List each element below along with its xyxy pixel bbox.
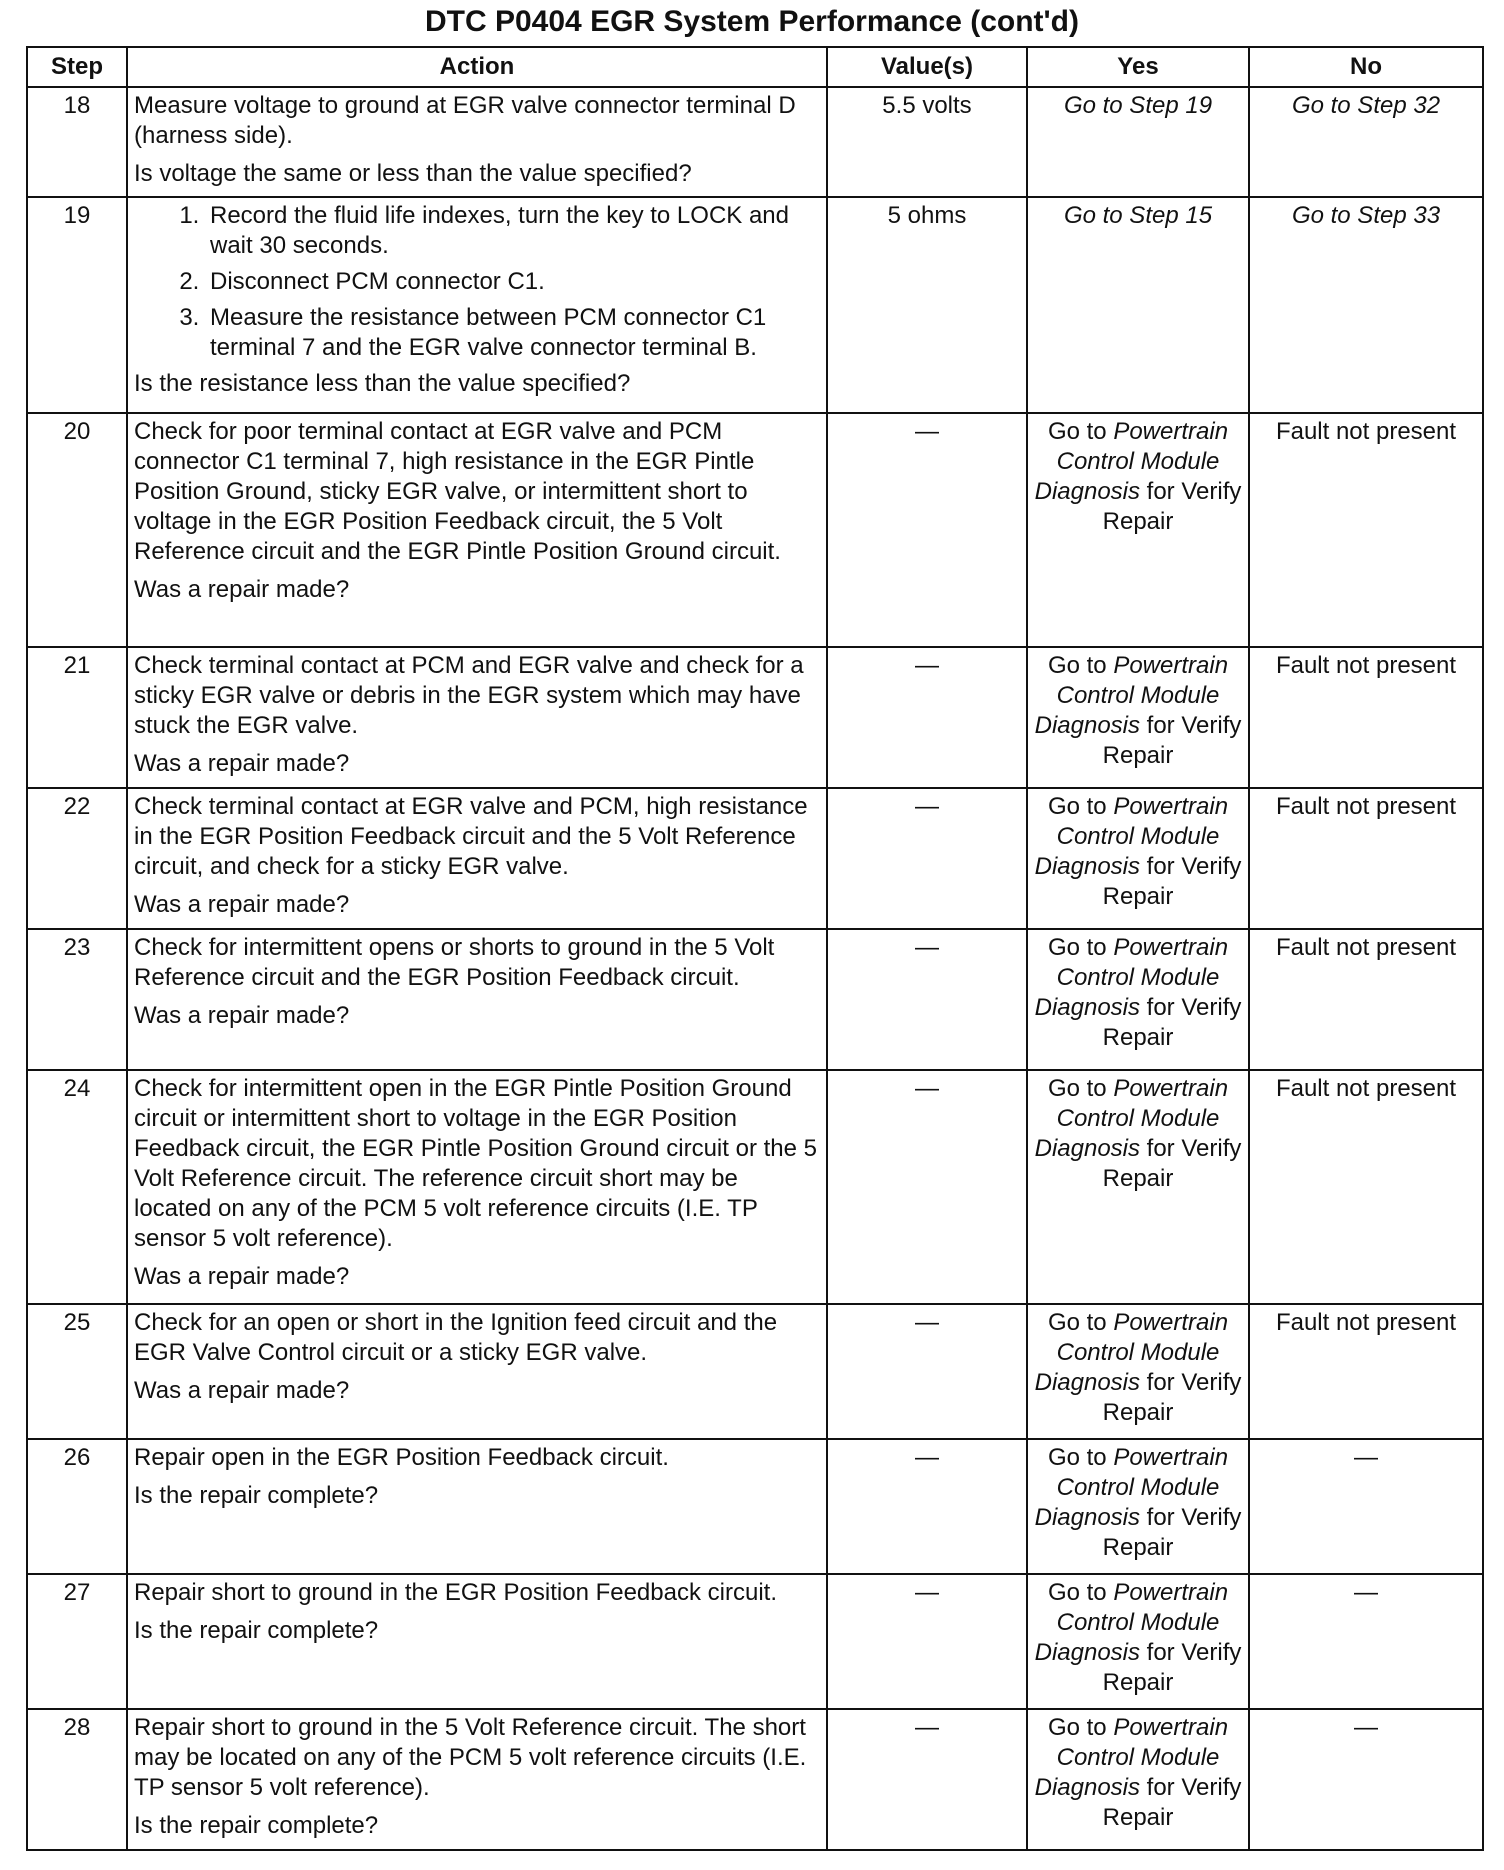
yes-cell: Go to Powertrain Control Module Diagnosis for Verify Repair — [1027, 1304, 1249, 1439]
action-cell — [127, 788, 827, 929]
value-cell: — — [827, 647, 1027, 788]
value-cell: — — [827, 788, 1027, 929]
list-item: 2. Disconnect PCM connector C1. — [206, 267, 820, 297]
no-cell: Fault not present — [1249, 929, 1483, 1070]
step-number: 18 — [27, 87, 127, 197]
action-question: Is the resistance less than the value specified? — [134, 370, 631, 397]
step-number: 26 — [27, 1439, 127, 1574]
step-number: 20 — [27, 413, 127, 647]
action-question: Was a repair made? — [134, 891, 350, 918]
table-row — [27, 788, 1483, 929]
action-text: Check for intermittent open in the EGR Pintle Position Ground circuit or intermittent short to voltage in the EGR Position Feedback circuit, the EGR Pintle Position Ground circuit or the 5 Volt Reference circuit. The reference circuit short may be located on any of the PCM 5 volt reference circuits (I.E. TP sensor 5 volt reference). — [134, 1075, 817, 1252]
action-text: Check for an open or short in the Ignition feed circuit and the EGR Valve Control circuit or a sticky EGR valve. — [134, 1309, 778, 1366]
step-number: 19 — [27, 197, 127, 413]
action-text: Check terminal contact at EGR valve and PCM, high resistance in the EGR Position Feedback circuit and the 5 Volt Reference circuit, and check for a sticky EGR valve. — [134, 793, 808, 880]
table-row — [27, 413, 1483, 647]
table-row — [27, 197, 1483, 413]
table-header-row — [27, 47, 1483, 87]
yes-cell: Go to Powertrain Control Module Diagnosis for Verify Repair — [1027, 413, 1249, 647]
table-row — [27, 1574, 1483, 1709]
no-cell: — — [1249, 1574, 1483, 1709]
document-title: DTC P0404 EGR System Performance (cont'd) — [425, 5, 1079, 38]
action-cell — [127, 647, 827, 788]
action-cell — [127, 1070, 827, 1304]
action-text: Measure voltage to ground at EGR valve connector terminal D (harness side). — [134, 92, 796, 149]
step-number: 22 — [27, 788, 127, 929]
table-row — [27, 647, 1483, 788]
step-number: 24 — [27, 1070, 127, 1304]
yes-cell: Go to Powertrain Control Module Diagnosis for Verify Repair — [1027, 788, 1249, 929]
table-row — [27, 1709, 1483, 1850]
action-text: Repair short to ground in the EGR Position Feedback circuit. — [134, 1579, 777, 1606]
step-number: 21 — [27, 647, 127, 788]
action-cell — [127, 929, 827, 1070]
action-question: Is voltage the same or less than the value specified? — [134, 160, 692, 187]
action-cell — [127, 87, 827, 197]
header-step: Step — [27, 47, 127, 87]
table-row — [27, 87, 1483, 197]
yes-cell: Go to Powertrain Control Module Diagnosis for Verify Repair — [1027, 1439, 1249, 1574]
procedure-list — [134, 201, 820, 363]
yes-cell: Go to Powertrain Control Module Diagnosis for Verify Repair — [1027, 1070, 1249, 1304]
action-question: Was a repair made? — [134, 576, 350, 603]
action-question: Is the repair complete? — [134, 1617, 379, 1644]
action-question: Is the repair complete? — [134, 1812, 379, 1839]
table-row — [27, 1304, 1483, 1439]
table-row — [27, 1070, 1483, 1304]
action-question: Was a repair made? — [134, 1002, 350, 1029]
header-no: No — [1249, 47, 1483, 87]
step-number: 28 — [27, 1709, 127, 1850]
action-question: Was a repair made? — [134, 1263, 350, 1290]
no-cell: Go to Step 33 — [1249, 197, 1483, 413]
action-cell — [127, 1304, 827, 1439]
no-cell: Fault not present — [1249, 1070, 1483, 1304]
header-action: Action — [127, 47, 827, 87]
action-question: Is the repair complete? — [134, 1482, 379, 1509]
table-row — [27, 929, 1483, 1070]
no-cell: Fault not present — [1249, 1304, 1483, 1439]
no-cell: Fault not present — [1249, 788, 1483, 929]
diagnostic-table — [26, 46, 1484, 1851]
step-number: 25 — [27, 1304, 127, 1439]
no-cell: — — [1249, 1709, 1483, 1850]
action-question: Was a repair made? — [134, 1377, 350, 1404]
no-cell: Go to Step 32 — [1249, 87, 1483, 197]
header-yes: Yes — [1027, 47, 1249, 87]
action-cell — [127, 1709, 827, 1850]
yes-cell: Go to Powertrain Control Module Diagnosis for Verify Repair — [1027, 929, 1249, 1070]
action-text: Repair open in the EGR Position Feedback circuit. — [134, 1444, 669, 1471]
value-cell: — — [827, 1709, 1027, 1850]
header-values: Value(s) — [827, 47, 1027, 87]
value-cell: — — [827, 1304, 1027, 1439]
list-item: 3. Measure the resistance between PCM connector C1 terminal 7 and the EGR valve connector terminal B. — [206, 303, 820, 363]
action-cell — [127, 1574, 827, 1709]
action-text: Check for poor terminal contact at EGR valve and PCM connector C1 terminal 7, high resistance in the EGR Pintle Position Ground, sticky EGR valve, or intermittent short to voltage in the EGR Position Feedback circuit, the 5 Volt Reference circuit and the EGR Pintle Position Ground circuit. — [134, 418, 781, 565]
table-row — [27, 1439, 1483, 1574]
value-cell: 5 ohms — [827, 197, 1027, 413]
no-cell: — — [1249, 1439, 1483, 1574]
value-cell: — — [827, 1070, 1027, 1304]
yes-cell: Go to Step 15 — [1027, 197, 1249, 413]
no-cell: Fault not present — [1249, 647, 1483, 788]
action-text: Check for intermittent opens or shorts to ground in the 5 Volt Reference circuit and the EGR Position Feedback circuit. — [134, 934, 775, 991]
step-number: 23 — [27, 929, 127, 1070]
list-item: 1. Record the fluid life indexes, turn the key to LOCK and wait 30 seconds. — [206, 201, 820, 261]
action-cell — [127, 197, 827, 413]
yes-cell: Go to Powertrain Control Module Diagnosis for Verify Repair — [1027, 647, 1249, 788]
yes-cell: Go to Powertrain Control Module Diagnosis for Verify Repair — [1027, 1574, 1249, 1709]
action-cell — [127, 1439, 827, 1574]
value-cell: — — [827, 1574, 1027, 1709]
value-cell: 5.5 volts — [827, 87, 1027, 197]
no-cell: Fault not present — [1249, 413, 1483, 647]
action-text: Check terminal contact at PCM and EGR valve and check for a sticky EGR valve or debris in the EGR system which may have stuck the EGR valve. — [134, 652, 804, 739]
yes-cell: Go to Powertrain Control Module Diagnosis for Verify Repair — [1027, 1709, 1249, 1850]
action-text: Repair short to ground in the 5 Volt Reference circuit. The short may be located on any of the PCM 5 volt reference circuits (I.E. TP sensor 5 volt reference). — [134, 1714, 807, 1801]
step-number: 27 — [27, 1574, 127, 1709]
value-cell: — — [827, 929, 1027, 1070]
action-cell — [127, 413, 827, 647]
value-cell: — — [827, 1439, 1027, 1574]
action-question: Was a repair made? — [134, 750, 350, 777]
yes-cell: Go to Step 19 — [1027, 87, 1249, 197]
value-cell: — — [827, 413, 1027, 647]
